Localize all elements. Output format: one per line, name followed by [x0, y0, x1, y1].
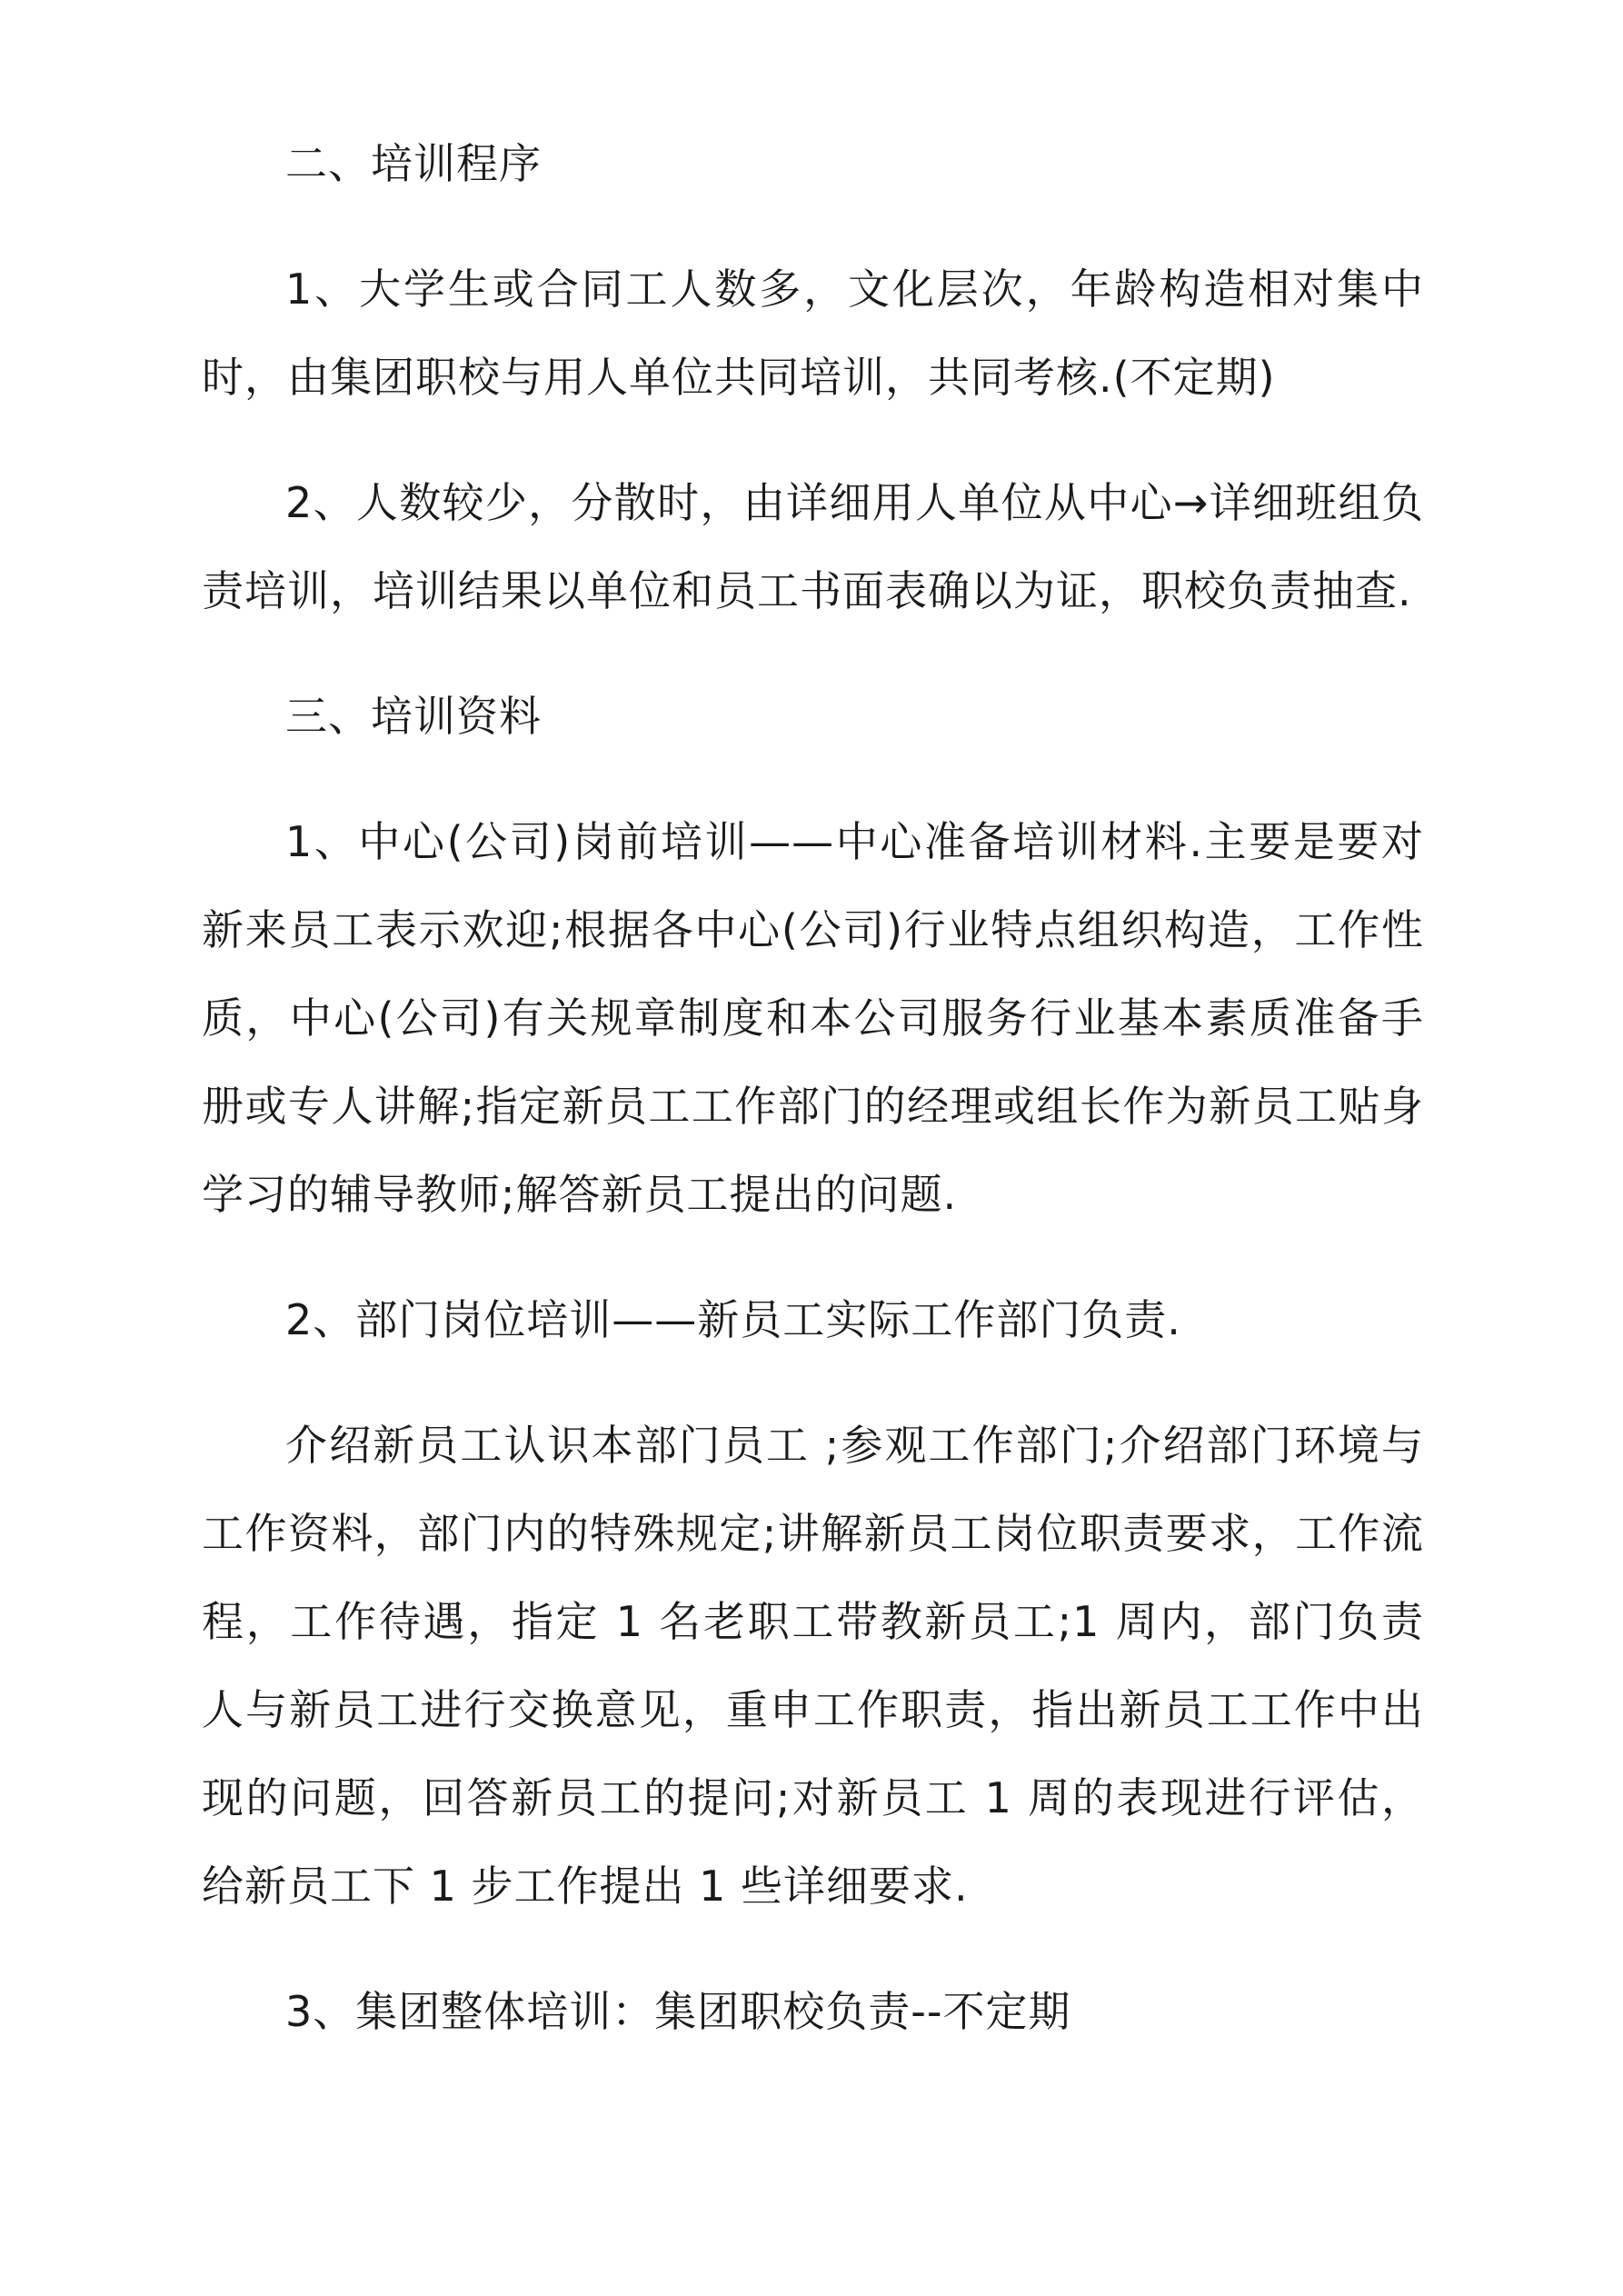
document-body [202, 120, 1424, 2056]
paragraph-procedure-item-2: 2、人数较少，分散时，由详细用人单位从中心→详细班组负责培训，培训结果以单位和员工书面表确以为证，职校负责抽查. [202, 478, 1424, 615]
paragraph-materials-item-2: 2、部门岗位培训——新员工实际工作部门负责. [285, 1295, 1181, 1344]
paragraph-procedure-item-1: 1、大学生或合同工人数多，文化层次，年龄构造相对集中时，由集团职校与用人单位共同培训，共同考核.(不定期) [202, 265, 1424, 402]
section-heading-training-procedure: 二、培训程序 [285, 139, 542, 188]
section-heading-training-materials: 三、培训资料 [285, 692, 542, 741]
paragraph-materials-item-1: 1、中心(公司)岗前培训——中心准备培训材料.主要是要对新来员工表示欢迎;根据各中心(公司)行业特点组织构造，工作性质，中心(公司)有关规章制度和本公司服务行业基本素质准备手册或专人讲解;指定新员工工作部门的经理或组长作为新员工贴身学习的辅导教师;解答新员工提出的问题. [202, 817, 1424, 1219]
paragraph-materials-item-3: 3、集团整体培训：集团职校负责--不定期 [285, 1987, 1071, 2036]
paragraph-department-introduction: 介绍新员工认识本部门员工 ;参观工作部门;介绍部门环境与工作资料，部门内的特殊规定;讲解新员工岗位职责要求，工作流程，工作待遇，指定 1 名老职工带教新员工;1 周内，部门负责人与新员工进行交换意见，重申工作职责，指出新员工工作中出现的问题，回答新员工的提问;对新员工 1 周的表现进行评估，给新员工下 1 步工作提出 1 些详细要求. [202, 1421, 1424, 1911]
